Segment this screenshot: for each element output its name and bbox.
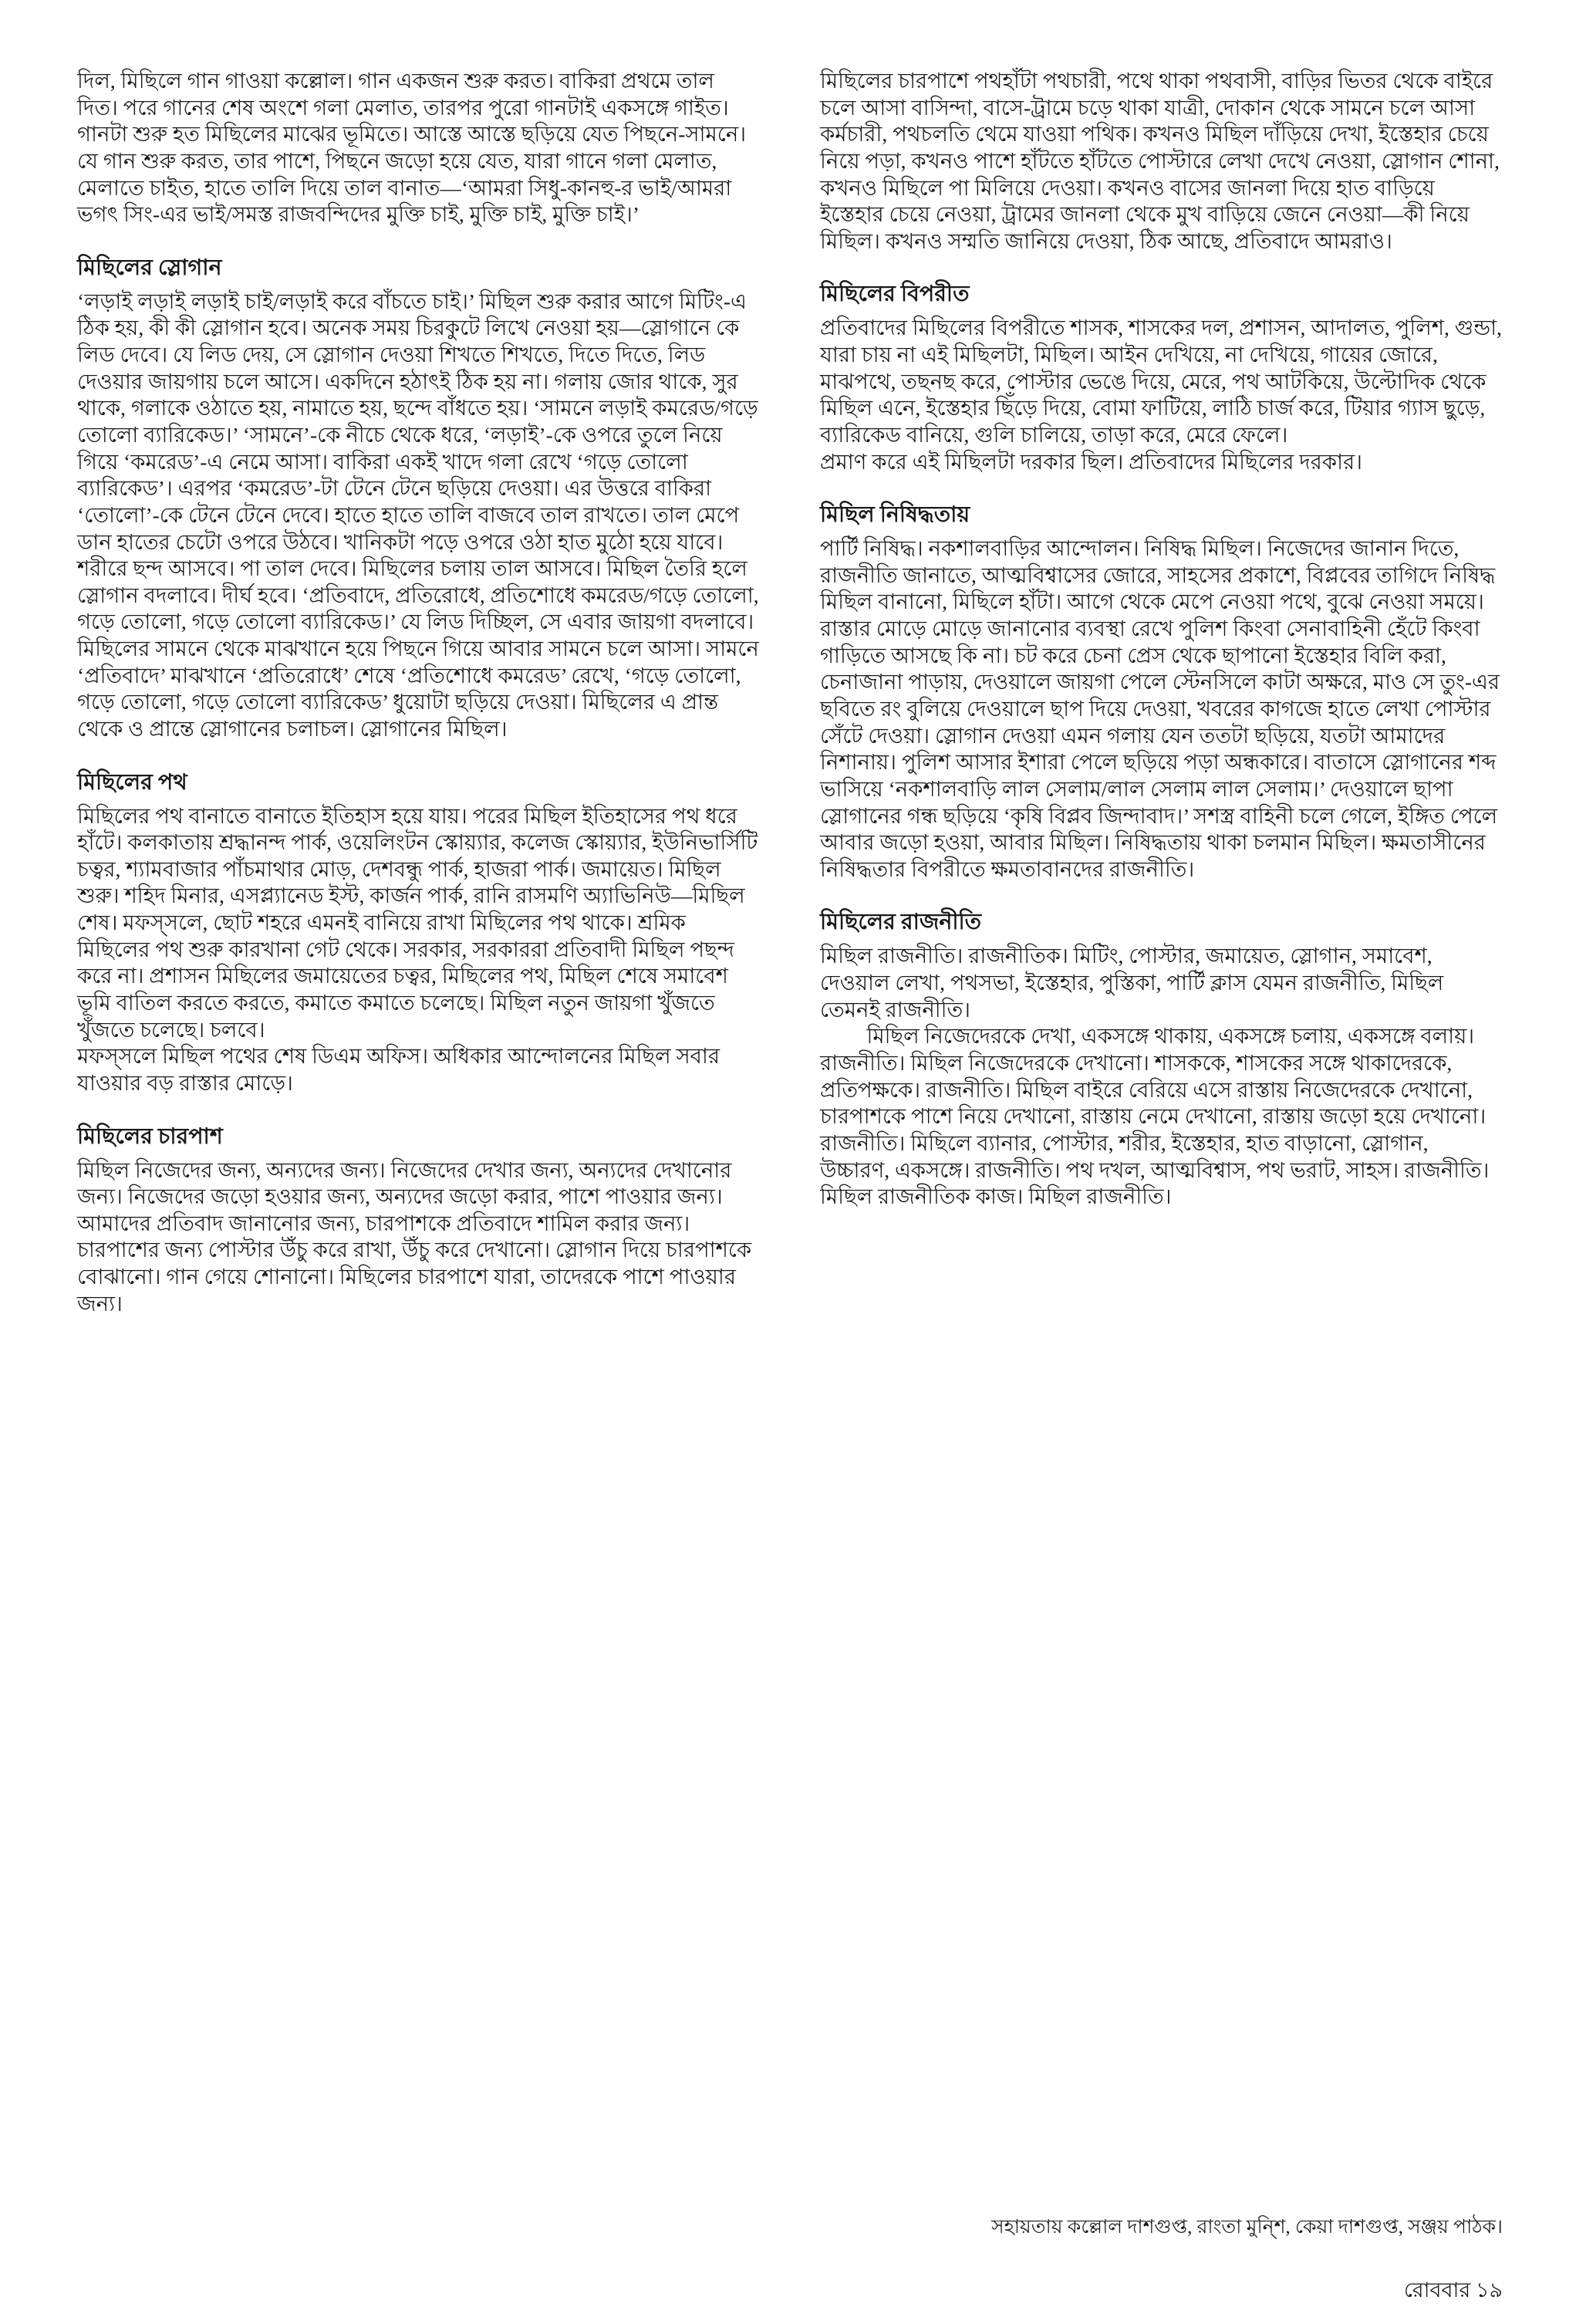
body-paragraph: মিছিল রাজনীতি। রাজনীতিক। মিটিং, পোস্টার, জমায়েত, স্লোগান, সমাবেশ, দেওয়াল লেখা, পথসভা, ইস্তেহার, পুস্তিকা, পার্টি ক্লাস যেমন রাজনীতি, মিছিল তেমনই রাজনীতি।: [820, 944, 1444, 1022]
section-michhiler-charpash: [77, 1123, 760, 1318]
body-paragraph: ‘লড়াই লড়াই লড়াই চাই/লড়াই করে বাঁচতে চাই।’ মিছিল শুরু করার আগে মিটিং-এ ঠিক হয়, কী কী স্লোগান হবে। অনেক সময় চিরকুটে লিখে নেওয়া হয়—স্লোগানে কে লিড দেবে। যে লিড দেয়, সে স্লোগান দেওয়া শিখতে শিখতে, দিতে দিতে, লিড দেওয়ার জায়গায় চলে আসে। একদিনে হঠাৎই ঠিক হয় না। গলায় জোর থাকে, সুর থাকে, গলাকে ওঠাতে হয়, নামাতে হয়, ছন্দে বাঁধতে হয়। ‘সামনে লড়াই কমরেড/গড়ে তোলো ব্যারিকেড।’ ‘সামনে’-কে নীচে থেকে ধরে, ‘লড়াই’-কে ওপরে তুলে নিয়ে গিয়ে ‘কমরেড’-এ নেমে আসা। বাকিরা একই খাদে গলা রেখে ‘গড়ে তোলো ব্যারিকেড’। এরপর ‘কমরেড’-টা টেনে টেনে ছড়িয়ে দেওয়া। এর উত্তরে বাকিরা ‘তোলো’-কে টেনে টেনে দেবে। হাতে হাতে তালি বাজবে তাল রাখতে। তাল মেপে ডান হাতের চেটো ওপরে উঠবে। খানিকটা পড়ে ওপরে ওঠা হাত মুঠো হয়ে যাবে। শরীরে ছন্দ আসবে। পা তাল দেবে। মিছিলের চলায় তাল আসবে। মিছিল তৈরি হলে স্লোগান বদলাবে। দীর্ঘ হবে। ‘প্রতিবাদে, প্রতিরোধে, প্রতিশোধে কমরেড/গড়ে তোলো, গড়ে তোলো, গড়ে তোলো ব্যারিকেড।’ যে লিড দিচ্ছিল, সে এবার জায়গা বদলাবে। মিছিলের সামনে থেকে মাঝখানে হয়ে পিছনে গিয়ে আবার সামনে চলে আসা। সামনে ‘প্রতিবাদে’ মাঝখানে ‘প্রতিরোধে’ শেষে ‘প্রতিশোধে কমরেড’ রেখে, ‘গড়ে তোলো, গড়ে তোলো, গড়ে তোলো ব্যারিকেড’ ধুয়োটা ছড়িয়ে দেওয়া। মিছিলের এ প্রান্ত থেকে ও প্রান্তে স্লোগানের চলাচল। স্লোগানের মিছিল।: [77, 289, 759, 741]
section-michhiler-biporit: [820, 281, 1503, 475]
section-charpash-continuation: [820, 68, 1503, 255]
right-column: [820, 68, 1503, 1317]
article-columns: [77, 68, 1503, 1317]
body-paragraph: প্রতিবাদের মিছিলের বিপরীতে শাসক, শাসকের দল, প্রশাসন, আদালত, পুলিশ, গুন্ডা, যারা চায় না এই মিছিলটা, মিছিল। আইন দেখিয়ে, না দেখিয়ে, গায়ের জোরে, মাঝপথে, তছনছ করে, পোস্টার ভেঙে দিয়ে, মেরে, পথ আটকিয়ে, উল্টোদিক থেকে মিছিল এনে, ইস্তেহার ছিঁড়ে দিয়ে, বোমা ফাটিয়ে, লাঠি চার্জ করে, টিয়ার গ্যাস ছুড়ে, ব্যারিকেড বানিয়ে, গুলি চালিয়ে, তাড়া করে, মেরে ফেলে।: [820, 316, 1502, 447]
body-paragraph: মিছিলের পথ বানাতে বানাতে ইতিহাস হয়ে যায়। পরের মিছিল ইতিহাসের পথ ধরে হাঁটে। কলকাতায় শ্রদ্ধানন্দ পার্ক, ওয়েলিংটন স্কোয়্যার, কলেজ স্কোয়্যার, ইউনিভার্সিটি চত্বর, শ্যামবাজার পাঁচমাথার মোড়, দেশবন্ধু পার্ক, হাজরা পার্ক। জমায়েত। মিছিল শুরু। শহিদ মিনার, এসপ্ল্যানেড ইস্ট, কার্জন পার্ক, রানি রাসমণি অ্যাভিনিউ—মিছিল শেষ। মফস্সলে, ছোট শহরে এমনই বানিয়ে রাখা মিছিলের পথ থাকে। শ্রমিক মিছিলের পথ শুরু কারখানা গেট থেকে। সরকার, সরকাররা প্রতিবাদী মিছিল পছন্দ করে না। প্রশাসন মিছিলের জমায়েতের চত্বর, মিছিলের পথ, মিছিল শেষে সমাবেশ ভূমি বাতিল করতে করতে, কমাতে কমাতে চলেছে। মিছিল নতুন জায়গা খুঁজতে খুঁজতে চলেছে। চলবে।: [77, 803, 758, 1042]
section-heading: মিছিল নিষিদ্ধতায়: [820, 503, 970, 528]
body-paragraph: মিছিলের চারপাশে পথহাঁটা পথচারী, পথে থাকা পথবাসী, বাড়ির ভিতর থেকে বাইরে চলে আসা বাসিন্দা, বাসে-ট্রামে চড়ে থাকা যাত্রী, দোকান থেকে সামনে চলে আসা কর্মচারী, পথচলতি থেমে যাওয়া পথিক। কখনও মিছিল দাঁড়িয়ে দেখা, ইস্তেহার চেয়ে নিয়ে পড়া, কখনও পাশে হাঁটতে হাঁটতে পোস্টারে লেখা দেখে নেওয়া, স্লোগান শোনা, কখনও মিছিলে পা মিলিয়ে দেওয়া। কখনও বাসের জানলা দিয়ে হাত বাড়িয়ে ইস্তেহার চেয়ে নেওয়া, ট্রামের জানলা থেকে মুখ বাড়িয়ে জেনে নেওয়া—কী নিয়ে মিছিল। কখনও সম্মতি জানিয়ে দেওয়া, ঠিক আছে, প্রতিবাদে আমরাও।: [820, 69, 1500, 253]
section-michhil-nishiddhotay: [820, 502, 1503, 883]
section-michhiler-slogan: [77, 255, 760, 743]
body-paragraph: পার্টি নিষিদ্ধ। নকশালবাড়ির আন্দোলন। নিষিদ্ধ মিছিল। নিজেদের জানান দিতে, রাজনীতি জানাতে, আত্মবিশ্বাসের জোরে, সাহসের প্রকাশে, বিপ্লবের তাগিদে নিষিদ্ধ মিছিল বানানো, মিছিলে হাঁটা। আগে থেকে মেপে নেওয়া পথে, বুঝে নেওয়া সময়ে। রাস্তার মোড়ে মোড়ে জানানোর ব্যবস্থা রেখে পুলিশ কিংবা সেনাবাহিনী হেঁটে কিংবা গাড়িতে আসছে কি না। চট করে চেনা প্রেস থেকে ছাপানো ইস্তেহার বিলি করা, চেনাজানা পাড়ায়, দেওয়ালে জায়গা পেলে স্টেনসিলে কাটা অক্ষরে, মাও সে তুং-এর ছবিতে রং বুলিয়ে দেওয়ালে ছাপ দিয়ে দেওয়া, খবরের কাগজে হাতে লেখা পোস্টার সেঁটে দেওয়া। স্লোগান দেওয়া এমন গলায় যেন ততটা ছড়িয়ে, যতটা আমাদের নিশানায়। পুলিশ আসার ইশারা পেলে ছড়িয়ে পড়া অন্ধকারে। বাতাসে স্লোগানের শব্দ ভাসিয়ে ‘নকশালবাড়ি লাল সেলাম/লাল সেলাম লাল সেলাম।’ দেওয়ালে ছাপা স্লোগানের গন্ধ ছড়িয়ে ‘কৃষি বিপ্লব জিন্দাবাদ।’ সশস্ত্র বাহিনী চলে গেলে, ইঙ্গিত পেলে আবার জড়ো হওয়া, আবার মিছিল। নিষিদ্ধতায় থাকা চলমান মিছিল। ক্ষমতাসীনের নিষিদ্ধতার বিপরীতে ক্ষমতাবানদের রাজনীতি।: [820, 536, 1500, 881]
section-heading: মিছিলের রাজনীতি: [820, 910, 982, 935]
credits-line: সহায়তায় কল্লোল দাশগুপ্ত, রাংতা মুন্শি, কেয়া দাশগুপ্ত, সঞ্জয় পাঠক।: [991, 2217, 1503, 2238]
section-continuation: [77, 68, 760, 228]
section-heading: মিছিলের বিপরীত: [820, 282, 970, 307]
section-heading: মিছিলের স্লোগান: [77, 255, 222, 280]
body-paragraph: মফস্সলে মিছিল পথের শেষ ডিএম অফিস। অধিকার আন্দোলনের মিছিল সবার যাওয়ার বড় রাস্তার মোড়ে।: [77, 1044, 721, 1095]
page-number: রোববার ১৯: [1403, 2278, 1503, 2302]
section-heading: মিছিলের চারপাশ: [77, 1124, 223, 1149]
section-heading: মিছিলের পথ: [77, 770, 187, 795]
body-paragraph: দিল, মিছিলে গান গাওয়া কল্লোল। গান একজন শুরু করত। বাকিরা প্রথমে তাল দিত। পরে গানের শেষ অংশে গলা মেলাত, তারপর পুরো গানটাই একসঙ্গে গাইত। গানটা শুরু হত মিছিলের মাঝের ভূমিতে। আস্তে আস্তে ছড়িয়ে যেত পিছনে-সামনে। যে গান শুরু করত, তার পাশে, পিছনে জড়ো হয়ে যেত, যারা গানে গলা মেলাত, মেলাতে চাইত, হাতে তালি দিয়ে তাল বানাত—‘আমরা সিধু-কানহু-র ভাই/আমরা ভগৎ সিং-এর ভাই/সমস্ত রাজবন্দিদের মুক্তি চাই, মুক্তি চাই, মুক্তি চাই।’: [77, 69, 747, 227]
section-michhiler-rajniti: [820, 909, 1503, 1210]
body-paragraph: মিছিল নিজেদের জন্য, অন্যদের জন্য। নিজেদের দেখার জন্য, অন্যদের দেখানোর জন্য। নিজেদের জড়ো হওয়ার জন্য, অন্যদের জড়ো করার, পাশে পাওয়ার জন্য। আমাদের প্রতিবাদ জানানোর জন্য, চারপাশকে প্রতিবাদে শামিল করার জন্য। চারপাশের জন্য পোস্টার উঁচু করে রাখা, উঁচু করে দেখানো। স্লোগান দিয়ে চারপাশকে বোঝানো। গান গেয়ে শোনানো। মিছিলের চারপাশে যারা, তাদেরকে পাশে পাওয়ার জন্য।: [77, 1157, 752, 1316]
body-paragraph: মিছিল নিজেদেরকে দেখা, একসঙ্গে থাকায়, একসঙ্গে চলায়, একসঙ্গে বলায়। রাজনীতি। মিছিল নিজেদেরকে দেখানো। শাসককে, শাসকের সঙ্গে থাকাদেরকে, প্রতিপক্ষকে। রাজনীতি। মিছিল বাইরে বেরিয়ে এসে রাস্তায় নিজেদেরকে দেখানো, চারপাশকে পাশে নিয়ে দেখানো, রাস্তায় নেমে দেখানো, রাস্তায় জড়ো হয়ে দেখানো। রাজনীতি। মিছিলে ব্যানার, পোস্টার, শরীর, ইস্তেহার, হাত বাড়ানো, স্লোগান, উচ্চারণ, একসঙ্গে। রাজনীতি। পথ দখল, আত্মবিশ্বাস, পথ ভরাট, সাহস। রাজনীতি। মিছিল রাজনীতিক কাজ। মিছিল রাজনীতি।: [820, 1024, 1490, 1209]
body-paragraph: প্রমাণ করে এই মিছিলটা দরকার ছিল। প্রতিবাদের মিছিলের দরকার।: [820, 449, 1362, 474]
section-michhiler-path: [77, 769, 760, 1097]
left-column: [77, 68, 760, 1317]
